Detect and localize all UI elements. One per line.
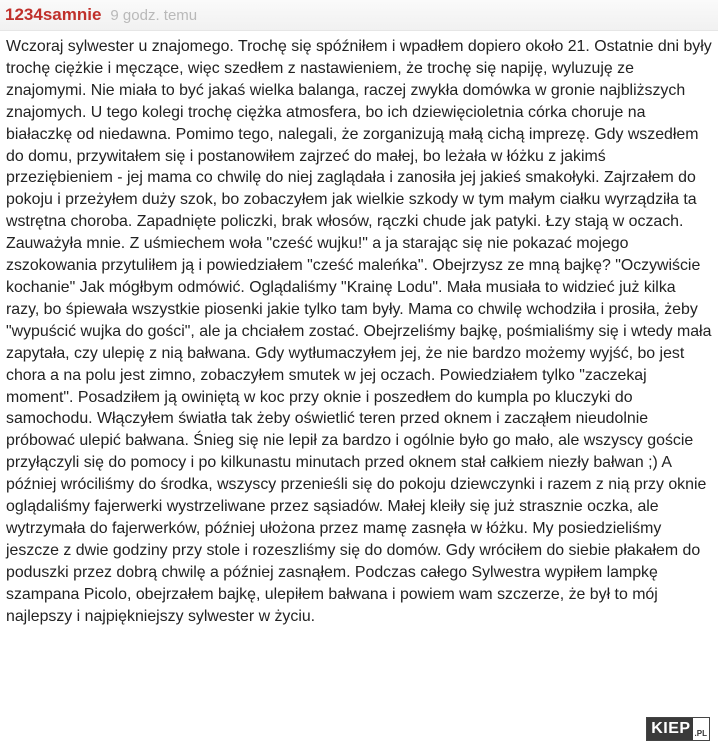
site-watermark-logo xyxy=(646,717,710,741)
post-body: Wczoraj sylwester u znajomego. Trochę się spóźniłem i wpadłem dopiero około 21. Ostatnie dni były trochę ciężkie i męczące, więc szedłem z nastawieniem, że trochę się napiję, wyluzuję ze znajomymi. Nie miała to być jakaś wielka balanga, raczej zwykła domówka w gronie najbliższych znajomych. U tego kolegi trochę ciężka atmosfera, bo ich dziewięcioletnia córka choruje na białaczkę od niedawna. Pomimo tego, nalegali, że zorganizują małą cichą imprezę. Gdy wszedłem do domu, przywitałem się i postanowiłem zajrzeć do małej, bo leżała w łóżku z jakimś przeziębieniem - jej mama co chwilę do niej zaglądała i zanosiła jej jakieś smakołyki. Zajrzałem do pokoju i przeżyłem duży szok, bo zobaczyłem jak wielkie szkody w tym małym ciałku wyrządziła ta wstrętna choroba. Zapadnięte policzki, brak włosów, rączki chude jak patyki. Łzy stają w oczach. Zauważyła mnie. Z uśmiechem woła "cześć wujku!" a ja starając się nie pokazać mojego zszokowania przytuliłem ją i powiedziałem "cześć maleńka". Obejrzysz ze mną bajkę? "Oczywiście kochanie" Jak mógłbym odmówić. Oglądaliśmy "Krainę Lodu". Mała musiała to widzieć już kilka razy, bo śpiewała wszystkie piosenki jakie tylko tam były. Mama co chwilę wchodziła i prosiła, żeby "wypuścić wujka do gości", ale ja chciałem zostać. Obejrzeliśmy bajkę, pośmialiśmy się i wtedy mała zapytała, czy ulepię z nią bałwana. Gdy wytłumaczyłem jej, że nie bardzo możemy wyjść, bo jest chora a na polu jest zimno, zobaczyłem smutek w jej oczach. Powiedziałem tylko "zaczekaj moment". Posadziłem ją owiniętą w koc przy oknie i poszedłem do kumpla po kluczyki do samochodu. Włączyłem światła tak żeby oświetlić teren przed oknem i zacząłem nieudolnie próbować ulepić bałwana. Śnieg się nie lepił za bardzo i ogólnie było go mało, ale wszyscy goście przyłączyli się do pomocy i po kilkunastu minutach przed oknem stał całkiem niezły bałwan ;) A później wróciliśmy do środka, wszyscy przenieśli się do pokoju dziewczynki i razem z nią przy oknie oglądaliśmy fajerwerki wystrzeliwane przez sąsiadów. Małej kleiły się już strasznie oczka, ale wytrzymała do fajerwerków, później ułożona przez mamę zasnęła w łóżku. My posiedzieliśmy jeszcze z dwie godziny przy stole i rozeszliśmy się do domów. Gdy wróciłem do siebie płakałem do poduszki przez dobrą chwilę a później zasnąłem. Podczas całego Sylwestra wypiłem lampkę szampana Picolo, obejrzałem bajkę, ulepiłem bałwana i powiem wam szczerze, że był to mój najlepszy i najpiękniejszy sylwester w życiu. xyxy=(6,38,712,625)
watermark-right xyxy=(693,718,709,740)
author-link[interactable]: 1234samnie xyxy=(5,5,102,24)
post-timestamp: 9 godz. temu xyxy=(110,6,198,24)
post-header xyxy=(0,0,718,31)
watermark-left: KIEP xyxy=(647,718,692,740)
watermark-domain: .PL xyxy=(694,728,707,738)
